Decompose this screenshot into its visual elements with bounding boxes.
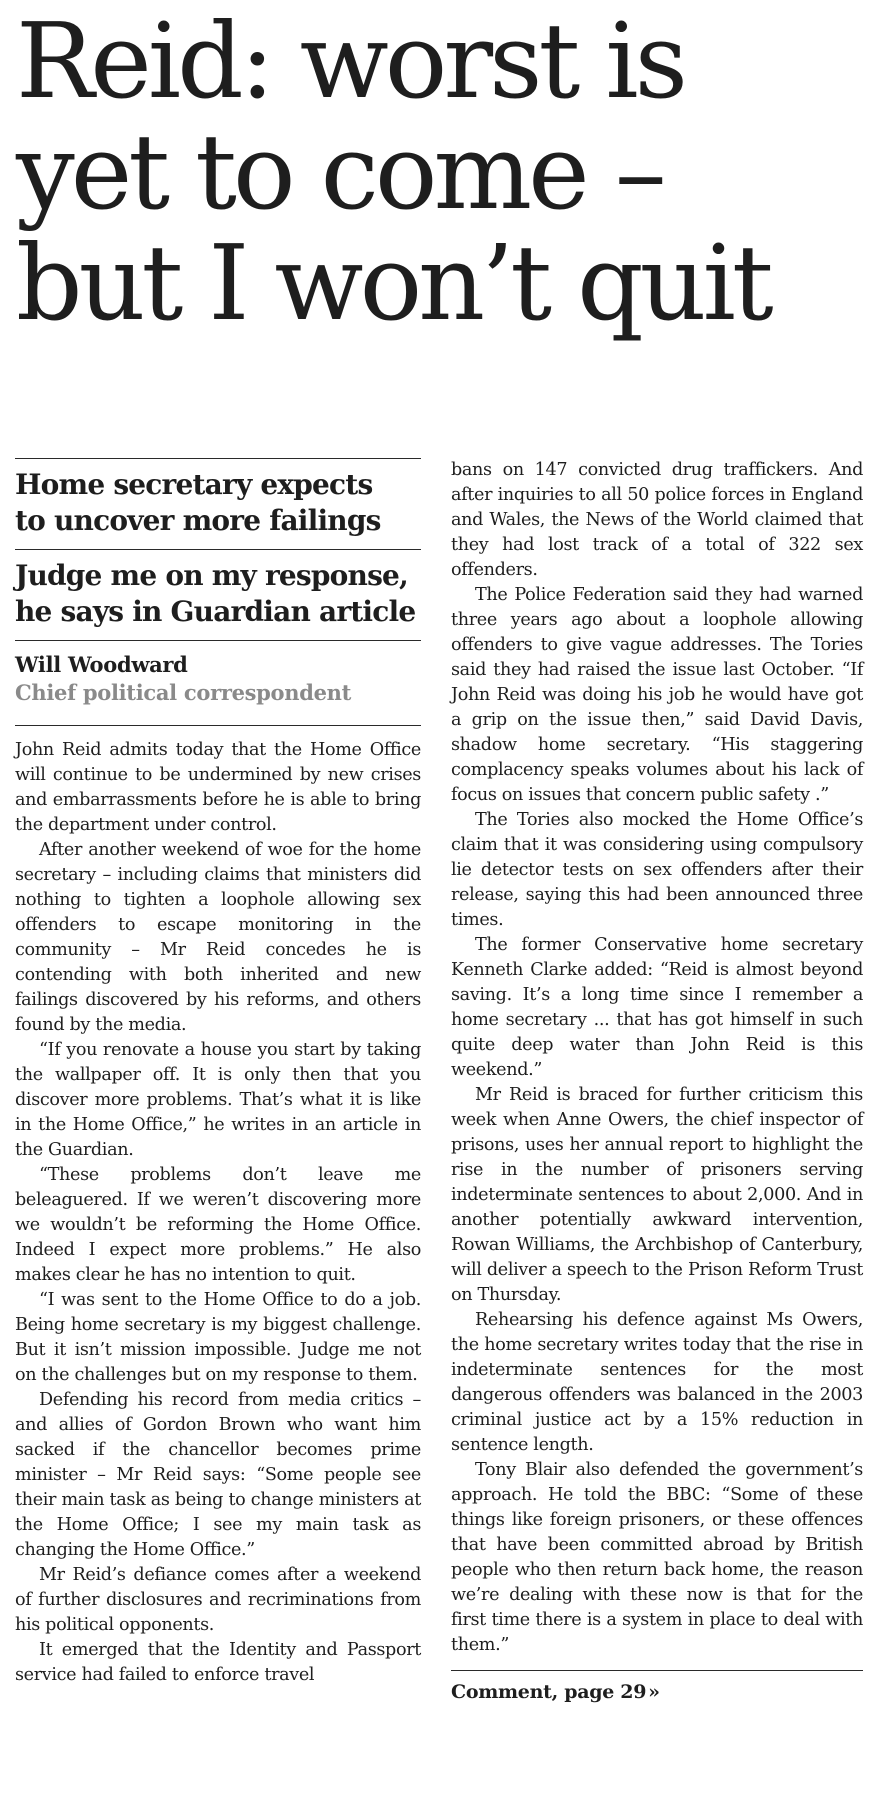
subhead-1-line-1: Home secretary expects: [15, 468, 373, 501]
double-chevron-right-icon: »: [648, 1681, 660, 1703]
article-body-right: [451, 458, 863, 1658]
byline: [15, 641, 421, 725]
left-column: [15, 458, 421, 1688]
paragraph: Defending his record from media critics – and allies of Gordon Brown who want him sacked if the chancellor becomes prime minister – Mr Reid says: “Some people see their main task as being to change ministers at the Home Office; I see my main task as changing the Home Office.”: [15, 1390, 421, 1560]
subhead-1-line-2: to uncover more failings: [15, 504, 381, 537]
headline: [16, 0, 866, 344]
subhead-2-line-2: he says in Guardian article: [15, 595, 416, 628]
paragraph: Tony Blair also defended the government’s approach. He told the BBC: “Some of these things like foreign prisoners, or these offences that have been committed abroad by British people who then return back home, the reason we’re dealing with these now is that for the first time there is a system in place to deal with them.”: [451, 1460, 863, 1655]
paragraph: It emerged that the Identity and Passport service had failed to enforce travel: [15, 1640, 421, 1685]
paragraph: “These problems don’t leave me beleaguered. If we weren’t discovering more we wouldn’t be reforming the Home Office. Indeed I expect more problems.” He also makes clear he has no intention to quit.: [15, 1165, 421, 1285]
subhead-2-line-1: Judge me on my response,: [15, 559, 409, 592]
paragraph: Rehearsing his defence against Ms Owers, the home secretary writes today that the rise in indeterminate sentences for the most dangerous offenders was balanced in the 2003 criminal justice act by a 15% reduction in sentence length.: [451, 1310, 863, 1455]
paragraph: The Tories also mocked the Home Office’s claim that it was considering using compulsory lie detector tests on sex offenders after their release, saying this had been announced three times.: [451, 810, 863, 930]
paragraph: After another weekend of woe for the home secretary – including claims that ministers did nothing to tighten a loophole allowing sex offenders to escape monitoring in the community – Mr Reid concedes he is contending with both inherited and new failings discovered by his reforms, and others found by the media.: [15, 840, 421, 1035]
headline-line-2: yet to come –: [16, 111, 663, 233]
paragraph-continued: bans on 147 convicted drug traffickers. And after inquiries to all 50 police forces in England and Wales, the News of the World claimed that they had lost track of a total of 322 sex offenders.: [451, 460, 863, 580]
paragraph: John Reid admits today that the Home Office will continue to be undermined by new crises and embarrassments before he is able to bring the department under control.: [15, 740, 421, 835]
comment-page-reference[interactable]: [451, 1671, 863, 1705]
paragraph: The Police Federation said they had warned three years ago about a loophole allowing offenders to give vague addresses. The Tories said they had raised the issue last October. “If John Reid was doing his job he would have got a grip on the issue then,” said David Davis, shadow home secretary. “His staggering complacency speaks volumes about his lack of focus on issues that concern public safety .”: [451, 585, 863, 805]
article-body-left: [15, 726, 421, 1688]
paragraph: The former Conservative home secretary Kenneth Clarke added: “Reid is almost beyond saving. It’s a long time since I remember a home secretary ... that has got himself in such quite deep water than John Reid is this weekend.”: [451, 935, 863, 1080]
comment-label: Comment, page 29: [451, 1681, 647, 1703]
paragraph: Mr Reid is braced for further criticism this week when Anne Owers, the chief inspector of prisons, uses her annual report to highlight the rise in the number of prisoners serving indeterminate sentences to about 2,000. And in another potentially awkward intervention, Rowan Williams, the Archbishop of Canterbury, will deliver a speech to the Prison Reform Trust on Thursday.: [451, 1085, 863, 1305]
byline-role: Chief political correspondent: [15, 680, 352, 705]
paragraph: “If you renovate a house you start by taking the wallpaper off. It is only then that you discover more problems. That’s what it is like in the Home Office,” he writes in an article in the Guardian.: [15, 1040, 421, 1160]
paragraph: “I was sent to the Home Office to do a job. Being home secretary is my biggest challenge. But it isn’t mission impossible. Judge me not on the challenges but on my response to them.: [15, 1290, 421, 1385]
subhead-2: [15, 550, 421, 640]
byline-author: Will Woodward: [15, 652, 188, 677]
headline-line-1: Reid: worst is: [16, 0, 684, 122]
right-column: [451, 458, 863, 1705]
paragraph: Mr Reid’s defiance comes after a weekend of further disclosures and recriminations from his political opponents.: [15, 1565, 421, 1635]
headline-line-3: but I won’t quit: [16, 222, 770, 344]
subhead-1: [15, 459, 421, 549]
